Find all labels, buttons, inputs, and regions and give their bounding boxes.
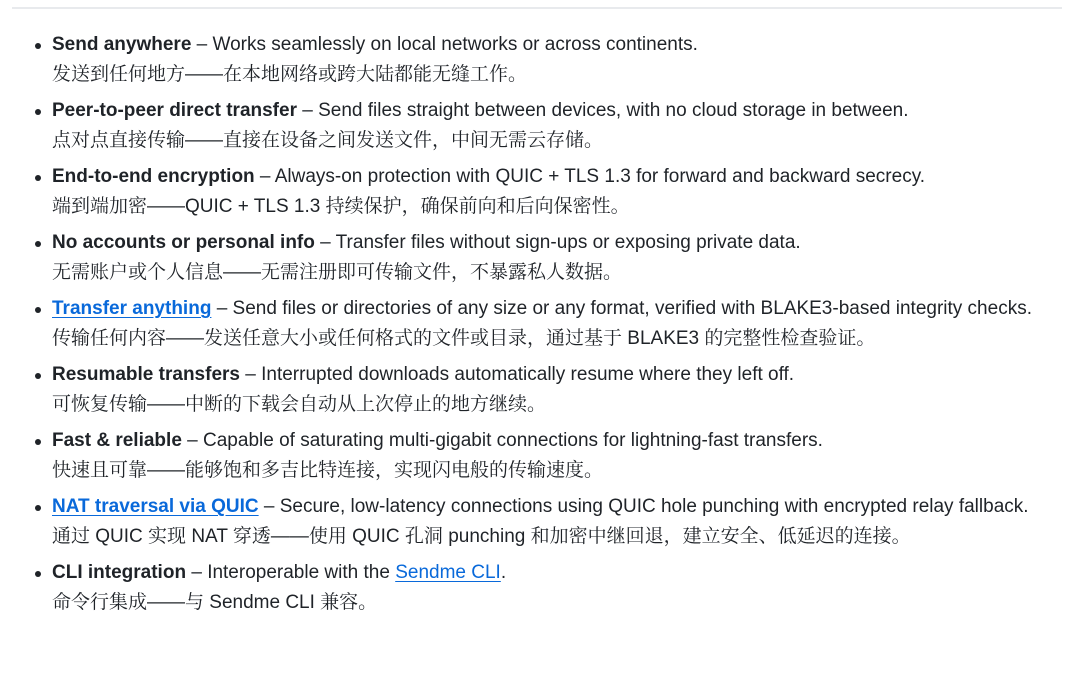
separator: – xyxy=(239,364,262,385)
feature-item xyxy=(52,360,1052,420)
feature-title: End-to-end encryption xyxy=(52,166,255,187)
feature-translation: 点对点直接传输——直接在设备之间发送文件，中间无需云存储。 xyxy=(52,130,604,151)
feature-item xyxy=(52,228,1052,288)
section-divider xyxy=(12,7,1062,9)
feature-description: Works seamlessly on local networks or across continents. xyxy=(212,34,698,55)
feature-title: Fast & reliable xyxy=(52,430,182,451)
separator: – xyxy=(211,298,233,319)
feature-description: Capable of saturating multi-gigabit connections for lightning-fast transfers. xyxy=(203,430,823,451)
separator: – xyxy=(191,34,213,55)
feature-description: Send files or directories of any size or any format, verified with BLAKE3-based integrity checks. xyxy=(232,298,1032,319)
feature-item xyxy=(52,30,1052,90)
feature-description: Interoperable with the xyxy=(207,562,396,583)
separator: – xyxy=(186,562,208,583)
feature-title: Peer-to-peer direct transfer xyxy=(52,100,297,121)
feature-item xyxy=(52,426,1052,486)
separator: – xyxy=(254,166,275,187)
feature-description: Secure, low-latency connections using QUIC hole punching with encrypted relay fallback. xyxy=(279,496,1029,517)
feature-translation: 可恢复传输——中断的下载会自动从上次停止的地方继续。 xyxy=(52,394,547,415)
feature-description: Always-on protection with QUIC + TLS 1.3 for forward and backward secrecy. xyxy=(274,166,926,187)
separator: – xyxy=(314,232,336,253)
feature-translation: 通过 QUIC 实现 NAT 穿透——使用 QUIC 孔洞 punching 和加密中继回退，建立安全、低延迟的连接。 xyxy=(52,526,911,547)
feature-item xyxy=(52,294,1052,354)
feature-translation: 快速且可靠——能够饱和多吉比特连接，实现闪电般的传输速度。 xyxy=(52,460,604,481)
feature-translation: 端到端加密——QUIC + TLS 1.3 持续保护，确保前向和后向保密性。 xyxy=(52,196,630,217)
feature-title: Send anywhere xyxy=(52,34,192,55)
feature-title: CLI integration xyxy=(52,562,187,583)
feature-item xyxy=(52,558,1052,618)
separator: – xyxy=(296,100,319,121)
feature-title-link[interactable]: Transfer anything xyxy=(52,298,212,319)
feature-item xyxy=(52,96,1052,156)
feature-translation: 无需账户或个人信息——无需注册即可传输文件，不暴露私人数据。 xyxy=(52,262,623,283)
feature-title: Resumable transfers xyxy=(52,364,240,385)
feature-title-link[interactable]: NAT traversal via QUIC xyxy=(52,496,259,517)
feature-translation: 传输任何内容——发送任意大小或任何格式的文件或目录，通过基于 BLAKE3 的完整性检查验证。 xyxy=(52,328,876,349)
feature-description: Transfer files without sign-ups or exposing private data. xyxy=(335,232,801,253)
feature-item xyxy=(52,492,1052,552)
separator: – xyxy=(181,430,204,451)
feature-item xyxy=(52,162,1052,222)
feature-list xyxy=(52,30,1052,624)
feature-title: No accounts or personal info xyxy=(52,232,315,253)
feature-description: Send files straight between devices, with no cloud storage in between. xyxy=(318,100,909,121)
feature-translation: 发送到任何地方——在本地网络或跨大陆都能无缝工作。 xyxy=(52,64,528,85)
feature-description: Interrupted downloads automatically resume where they left off. xyxy=(261,364,795,385)
separator: – xyxy=(258,496,280,517)
feature-translation: 命令行集成——与 Sendme CLI 兼容。 xyxy=(52,592,378,613)
feature-description-end: . xyxy=(500,562,507,583)
sendme-cli-link[interactable]: Sendme CLI xyxy=(395,562,501,583)
